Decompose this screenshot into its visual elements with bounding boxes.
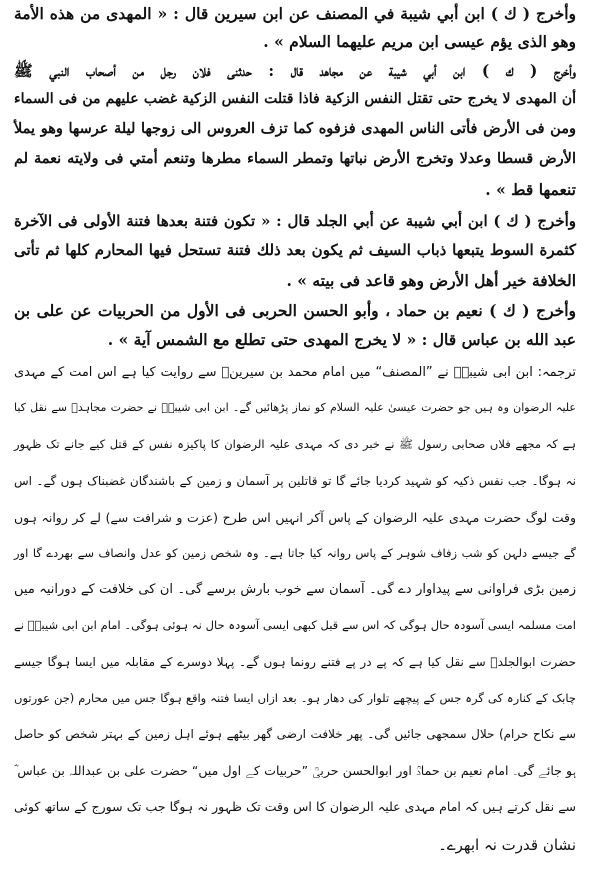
- urdu-line: نہ ہوگا۔ جب نفس ذکیہ کو شہید کردیا جائے گا تو قاتلین پر آسمان و زمین کے باشندگان غضبناک ہوں گے۔ اس: [14, 474, 576, 488]
- urdu-line: گے جیسے دلہن کو شب زفاف شوہر کے پاس روانہ کیا جاتا ہے۔ وہ شخص زمین کو عدل وانصاف سے بھردے گا اور: [14, 546, 576, 560]
- urdu-line: امت مسلمہ ایسی آسودہ حال ہوگی کہ اس سے قبل کبھی ایسی آسودہ حال نہ ہوئی ہوگی۔ امام ابن ابی شیبہؒ نے: [14, 618, 576, 632]
- arabic-line: وأخرج ( ك ) ابن أبي شيبة عن أبي الجلد قال : « تكون فتنة بعدها فتنة الأولى فى الآخرة: [14, 212, 576, 230]
- arabic-line: أن المهدى لا يخرج حتى تقتل النفس الزكية فاذا قتلت النفس الزكية غضب عليهم من فى السماء: [14, 91, 576, 107]
- urdu-line: ترجمہ: ابن ابی شیبہؒ نے ”المصنف“ میں امام محمد بن سیرینؒ سے روایت کیا ہے اس امت کے مہدی: [14, 365, 576, 380]
- arabic-line: كثمرة السوط يتبعها ذباب السيف ثم يكون بعد ذلك فتنة تستحل فيها المحارم كلها ثم تأتى: [14, 241, 576, 259]
- arabic-line: ومن فى الأرض فأتى الناس المهدى فزفوه كما تزف العروس الى زوجها ليلة عرسها وهو يملأ: [14, 120, 576, 137]
- urdu-line: چابک کے کنارہ کی گرہ جس کے پیچھے تلوار کی دھار ہو۔ بعد ازاں ایسا فتنہ واقع ہوگا جس میں محارم (جن عورتوں: [14, 691, 576, 705]
- urdu-line: وقت لوگ حضرت مہدی علیہ الرضوان کے پاس آکر انہیں اس طرح (عزت و شرافت سے) لے کر روانہ ہوں: [14, 510, 576, 525]
- arabic-line: وأخرج ( ك ) ابن أبي شيبة عن مجاهد قال : حدثنى فلان رجل من أصحاب النبي ﷺ: [14, 61, 576, 80]
- arabic-line: وأخرج ( ك ) نعيم بن حماد ، وأبو الحسن الحربى فى الأول من الحربيات عن على بن: [14, 301, 576, 320]
- arabic-line: الأرض قسطا وعدلا وتخرج الأرض نباتها وتمطر السماء مطرها وتنعم أمتي فى ولايته نعمة لم: [14, 150, 576, 167]
- urdu-line: حضرت ابوالجلدؒ سے نقل کیا ہے کہ پے در پے فتنے رونما ہوں گے۔ پہلا دوسرے کے مقابلہ میں ایسا ہوگا جیسے: [14, 655, 576, 669]
- arabic-line: وأخرج ( ك ) ابن أبي شيبة في المصنف عن ابن سيرين قال : « المهدى من هذه الأمة: [14, 4, 576, 23]
- urdu-line: نشان قدرت نہ ابھرے۔: [438, 836, 576, 854]
- urdu-line: علیہ الرضوان وہ ہیں جو حضرت عیسیٰ علیہ السلام کو نماز پڑھائیں گے۔ ابن ابی شیبہؒ نے حضرت مجاہدؒ سے نقل کیا: [14, 401, 576, 414]
- arabic-line: تنعمها قط » .: [485, 180, 576, 199]
- urdu-line: سے نکاح حرام) حلال سمجھی جائیں گی۔ پھر خلافت ارضی گھر بیٹھے ہوئے اہل زمین کے بہتر شخص کو حاصل: [14, 727, 576, 741]
- urdu-line: ہے کہ مجھے فلاں صحابی رسول ﷺ نے خبر دی کہ مہدی علیہ الرضوان کا پاکیزہ نفس کے قتل کیے جانے تک ظہور: [14, 437, 576, 451]
- arabic-line: عبد الله بن عباس قال : « لا يخرج المهدى حتى تطلع مع الشمس آية » .: [107, 330, 576, 349]
- urdu-line: ہو جائے گی۔ امام نعیم بن حمادؒ اور ابوالحسن حربیؒ ”حربیات کے اول میں“ حضرت علی بن عبداللہ بن عباس ؓ: [14, 763, 576, 778]
- arabic-line: الخلافة خير أهل الأرض وهو قاعد فى بيته » .: [286, 271, 576, 290]
- urdu-line: سے نقل کرتے ہیں کہ امام مہدی علیہ الرضوان کا اس وقت تک ظہور نہ ہوگا جب تک سورج کے ساتھ کوئی: [14, 799, 576, 814]
- arabic-line: وهو الذى يؤم عيسى ابن مريم عليهما السلام » .: [263, 32, 576, 51]
- urdu-line: زمین بڑی فراوانی سے پیداوار دے گی۔ آسمان سے خوب بارش برسے گی۔ ان کی خلافت کے دورانیہ میں: [14, 582, 576, 597]
